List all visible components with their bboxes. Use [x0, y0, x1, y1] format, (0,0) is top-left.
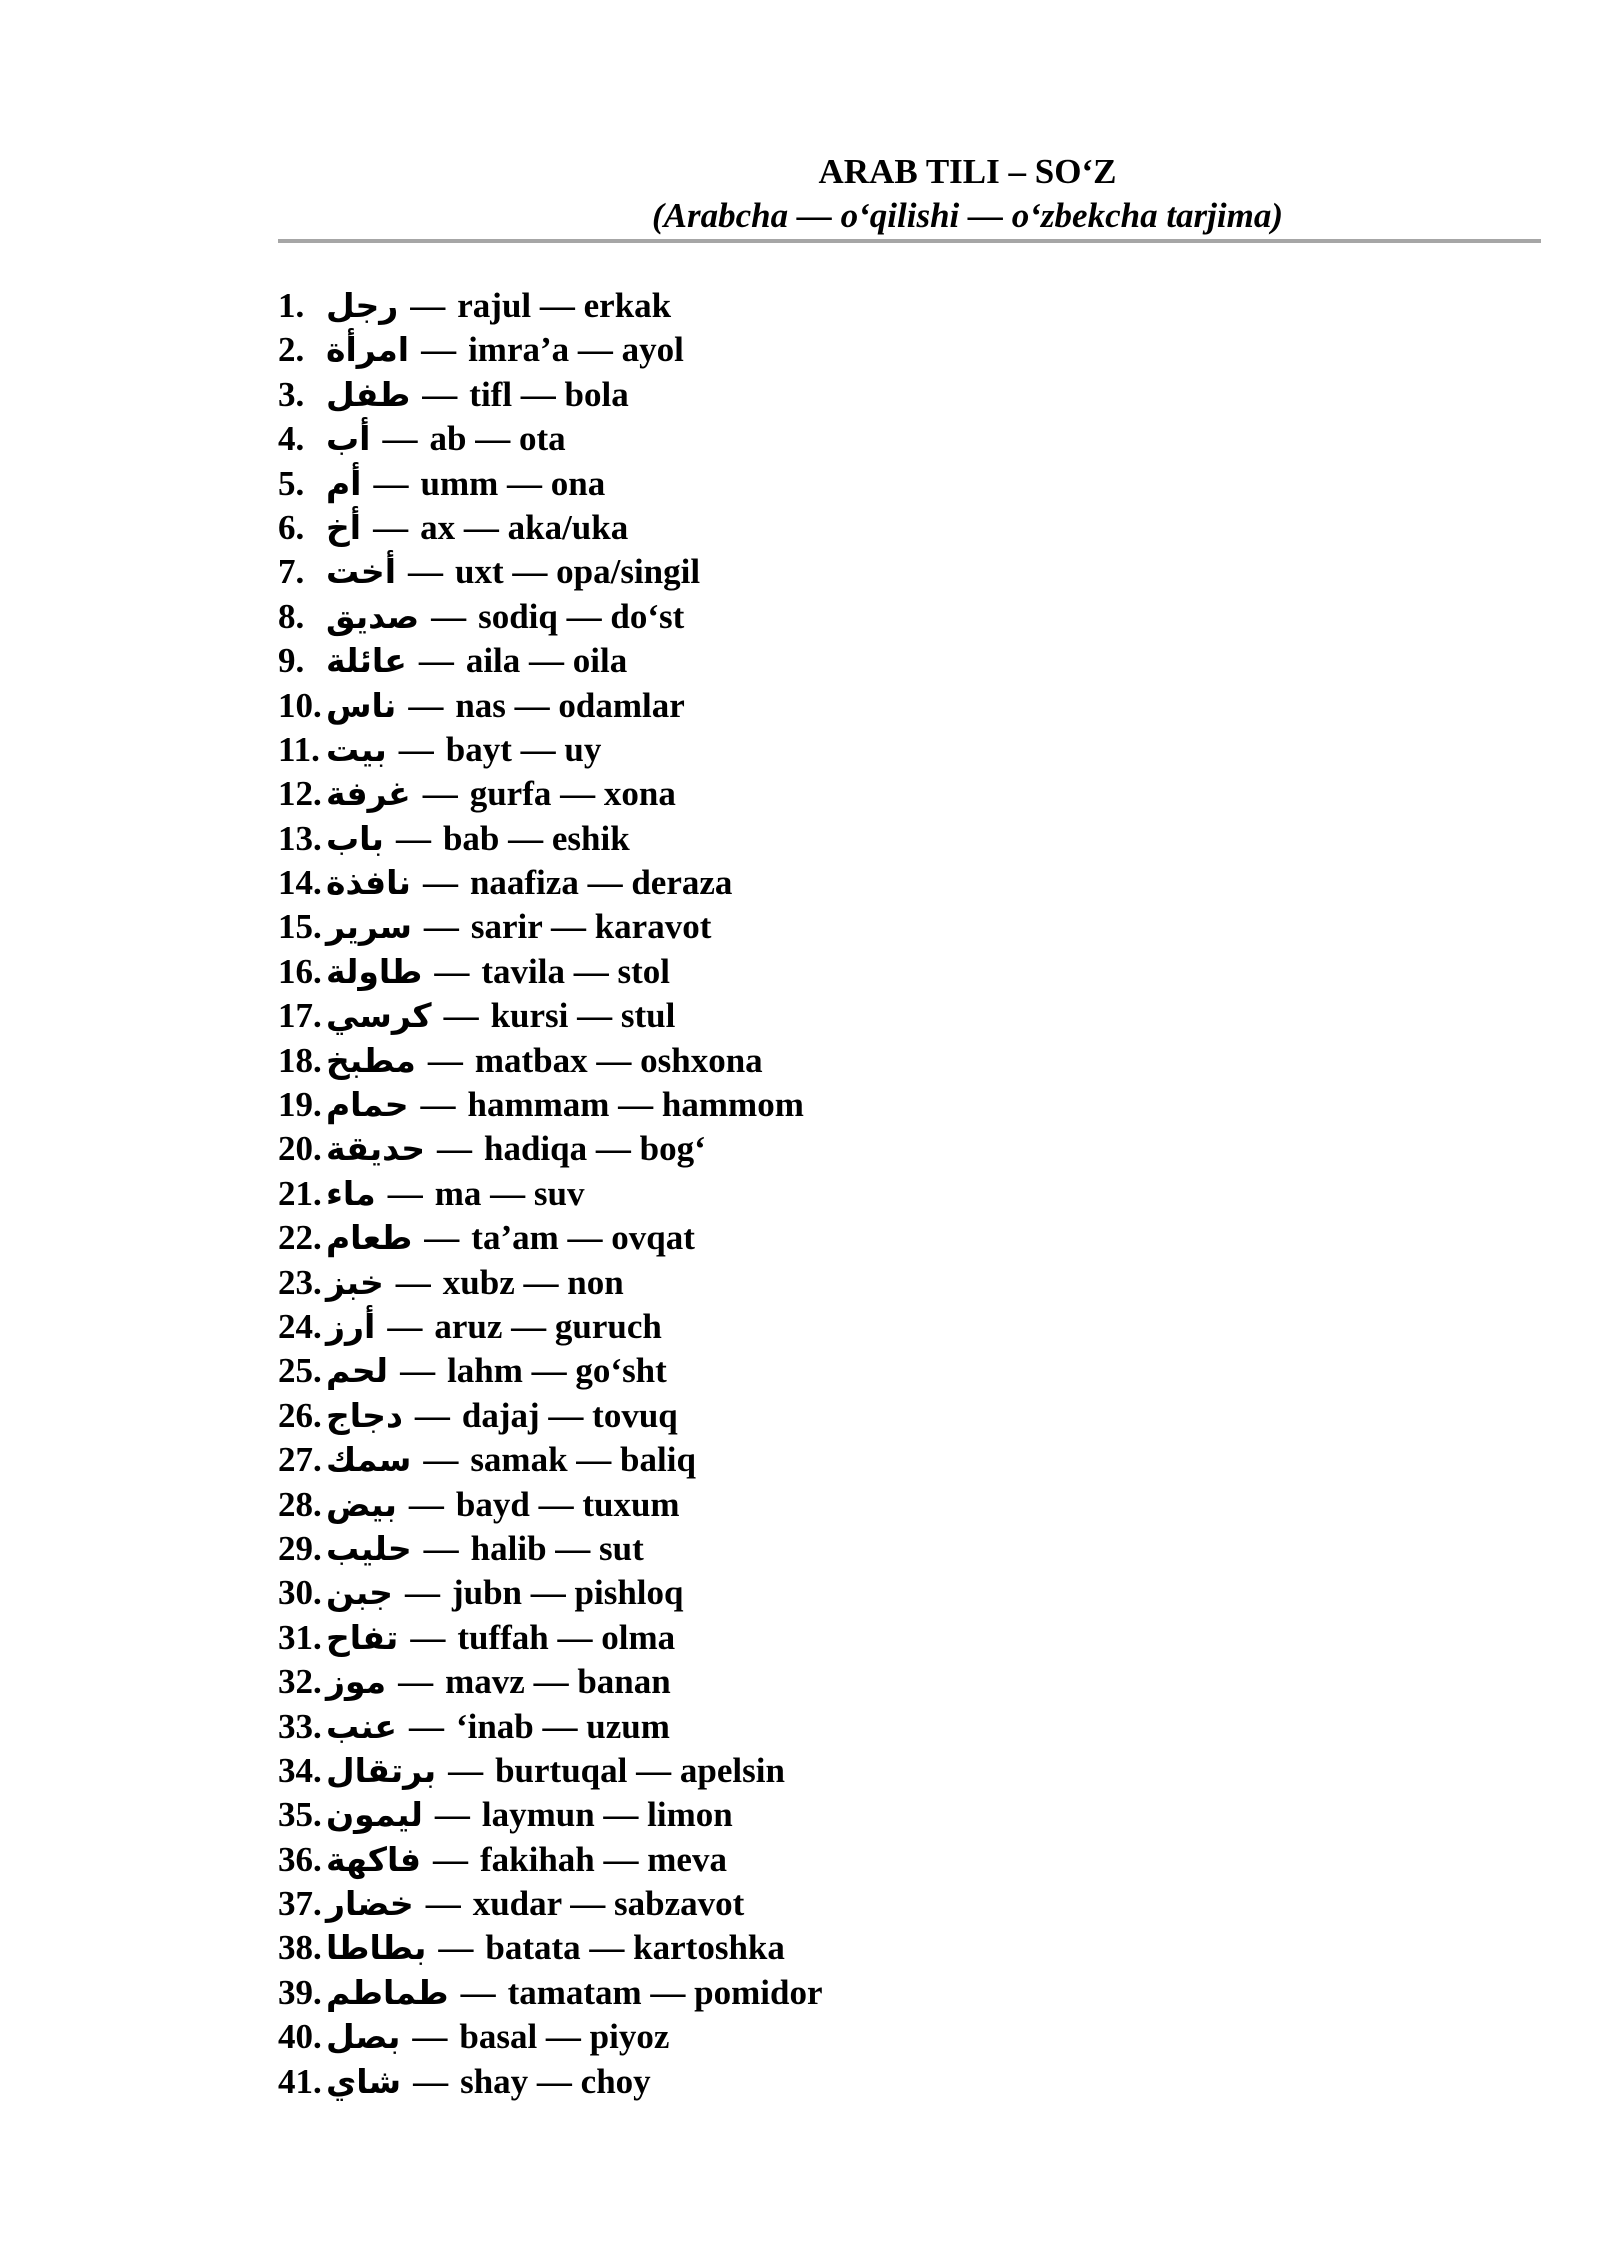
transliteration-and-translation: samak — baliq: [470, 1440, 696, 1480]
vocab-entry: [278, 817, 823, 861]
transliteration-and-translation: aila — oila: [465, 641, 628, 681]
arabic-word: برتقال: [326, 1750, 437, 1790]
arabic-word: ماء: [326, 1173, 376, 1213]
entry-number: 6.: [278, 507, 305, 547]
vocab-entry: [278, 684, 823, 728]
transliteration-and-translation: dajaj — tovuq: [461, 1395, 678, 1435]
separator-dash: —: [433, 1839, 468, 1879]
entry-number: 7.: [278, 552, 305, 592]
arabic-word: شاي: [326, 2061, 402, 2101]
transliteration-and-translation: tamatam — pomidor: [507, 1972, 823, 2012]
arabic-word: طفل: [326, 374, 411, 414]
entry-number: 3.: [278, 374, 305, 414]
entry-number: 38.: [278, 1928, 322, 1968]
transliteration-and-translation: xudar — sabzavot: [472, 1884, 745, 1924]
entry-number: 21.: [278, 1173, 322, 1213]
arabic-word: أم: [326, 463, 362, 503]
separator-dash: —: [395, 1262, 431, 1302]
entry-number: 12.: [278, 774, 322, 814]
transliteration-and-translation: bab — eshik: [442, 818, 630, 858]
arabic-word: بيت: [326, 729, 387, 769]
arabic-word: خضار: [326, 1884, 414, 1924]
entry-number: 20.: [278, 1129, 322, 1169]
entry-number: 34.: [278, 1750, 322, 1790]
transliteration-and-translation: tuffah — olma: [457, 1617, 676, 1657]
arabic-word: غرفة: [326, 774, 411, 814]
entry-number: 4.: [278, 419, 305, 459]
vocab-entry: [278, 1039, 823, 1083]
vocab-entry: [278, 1394, 823, 1438]
arabic-word: عنب: [326, 1706, 397, 1746]
entry-number: 32.: [278, 1662, 322, 1702]
entry-number: 10.: [278, 685, 322, 725]
entry-number: 29.: [278, 1528, 322, 1568]
arabic-word: مطبخ: [326, 1040, 416, 1080]
vocab-entry: [278, 550, 823, 594]
entry-number: 9.: [278, 641, 305, 681]
transliteration-and-translation: shay — choy: [460, 2061, 651, 2101]
separator-dash: —: [423, 1440, 459, 1480]
entry-number: 39.: [278, 1972, 322, 2012]
separator-dash: —: [408, 552, 444, 592]
transliteration-and-translation: gurfa — xona: [469, 774, 676, 814]
entry-number: 5.: [278, 463, 305, 503]
arabic-word: حليب: [326, 1528, 412, 1568]
vocab-entry: [278, 1705, 823, 1749]
transliteration-and-translation: aruz — guruch: [434, 1306, 662, 1346]
arabic-word: دجاج: [326, 1395, 403, 1435]
arabic-word: نافذة: [326, 863, 411, 903]
arabic-word: بصل: [326, 2017, 401, 2057]
separator-dash: —: [373, 507, 409, 547]
transliteration-and-translation: ab — ota: [429, 419, 566, 459]
arabic-word: رجل: [326, 286, 399, 325]
vocab-entry: [278, 1793, 823, 1837]
separator-dash: —: [395, 818, 431, 858]
transliteration-and-translation: kursi — stul: [490, 996, 676, 1036]
separator-dash: —: [412, 2017, 448, 2057]
separator-dash: —: [422, 863, 458, 903]
arabic-word: أخ: [326, 507, 362, 547]
arabic-word: طعام: [326, 1218, 413, 1258]
vocab-entry: [278, 728, 823, 772]
arabic-word: سمك: [326, 1440, 412, 1480]
separator-dash: —: [437, 1129, 472, 1169]
separator-dash: —: [373, 463, 409, 503]
arabic-word: طماطم: [326, 1972, 449, 2012]
separator-dash: —: [404, 1573, 440, 1613]
arabic-word: سرير: [326, 907, 412, 947]
entry-number: 36.: [278, 1839, 322, 1879]
arabic-word: ليمون: [326, 1795, 423, 1835]
entry-number: 27.: [278, 1440, 322, 1480]
entry-number: 8.: [278, 596, 305, 636]
entry-number: 14.: [278, 863, 322, 903]
transliteration-and-translation: tifl — bola: [469, 374, 629, 414]
entry-number: 23.: [278, 1262, 322, 1302]
separator-dash: —: [431, 596, 467, 636]
separator-dash: —: [400, 1351, 436, 1391]
document-subtitle: (Arabcha — o‘qilishi — o‘zbekcha tarjima): [652, 196, 1283, 235]
entry-number: 17.: [278, 996, 322, 1036]
vocab-entry: [278, 1349, 823, 1393]
vocab-entry: [278, 1172, 823, 1216]
arabic-word: امرأة: [326, 330, 410, 370]
separator-dash: —: [434, 1795, 470, 1835]
vocab-entry: [278, 1127, 823, 1171]
vocab-entry: [278, 1083, 823, 1127]
transliteration-and-translation: halib — sut: [470, 1528, 644, 1568]
separator-dash: —: [418, 641, 454, 681]
entry-number: 1.: [278, 286, 305, 325]
transliteration-and-translation: bayd — tuxum: [455, 1484, 680, 1524]
separator-dash: —: [460, 1972, 496, 2012]
arabic-word: عائلة: [326, 641, 407, 681]
separator-dash: —: [382, 419, 418, 459]
vocab-entry: [278, 1305, 823, 1349]
arabic-word: موز: [326, 1662, 387, 1702]
vocab-entry: [278, 861, 823, 905]
separator-dash: —: [423, 1528, 459, 1568]
arabic-word: فاكهة: [326, 1839, 421, 1879]
entry-number: 22.: [278, 1218, 322, 1258]
transliteration-and-translation: fakihah — meva: [480, 1839, 727, 1879]
separator-dash: —: [408, 685, 444, 725]
vocab-entry: [278, 1926, 823, 1970]
entry-number: 24.: [278, 1306, 322, 1346]
entry-number: 37.: [278, 1884, 322, 1924]
transliteration-and-translation: ta’am — ovqat: [471, 1218, 695, 1258]
transliteration-and-translation: xubz — non: [442, 1262, 624, 1302]
arabic-word: ناس: [326, 685, 397, 725]
transliteration-and-translation: ‘inab — uzum: [455, 1706, 670, 1746]
entry-number: 13.: [278, 818, 322, 858]
arabic-word: جبن: [326, 1573, 393, 1613]
vocab-entry: [278, 373, 823, 417]
separator-dash: —: [427, 1040, 463, 1080]
entry-number: 28.: [278, 1484, 322, 1524]
entry-number: 35.: [278, 1795, 322, 1835]
separator-dash: —: [438, 1928, 474, 1968]
vocab-entry: [278, 506, 823, 550]
transliteration-and-translation: burtuqal — apelsin: [495, 1750, 785, 1790]
entry-number: 18.: [278, 1040, 322, 1080]
separator-dash: —: [448, 1750, 484, 1790]
vocab-entry: [278, 328, 823, 372]
vocab-entry: [278, 639, 823, 683]
vocab-entry: [278, 905, 823, 949]
transliteration-and-translation: hammam — hammom: [467, 1085, 804, 1125]
separator-dash: —: [434, 951, 470, 991]
vocab-entry: [278, 1749, 823, 1793]
separator-dash: —: [414, 1395, 450, 1435]
arabic-word: خبز: [326, 1262, 384, 1302]
entry-number: 41.: [278, 2061, 322, 2101]
arabic-word: تفاح: [326, 1617, 399, 1657]
separator-dash: —: [387, 1173, 423, 1213]
transliteration-and-translation: matbax — oshxona: [474, 1040, 763, 1080]
transliteration-and-translation: sarir — karavot: [470, 907, 712, 947]
separator-dash: —: [423, 907, 459, 947]
transliteration-and-translation: ma — suv: [434, 1173, 585, 1213]
vocab-entry: [278, 1216, 823, 1260]
transliteration-and-translation: sodiq — do‘st: [478, 596, 685, 636]
vocab-entry: [278, 1616, 823, 1660]
separator-dash: —: [398, 1662, 434, 1702]
arabic-word: صديق: [326, 596, 420, 636]
arabic-word: أرز: [326, 1306, 376, 1346]
arabic-word: حديقة: [326, 1129, 425, 1169]
entry-number: 15.: [278, 907, 322, 947]
entry-number: 40.: [278, 2017, 322, 2057]
transliteration-and-translation: batata — kartoshka: [485, 1928, 785, 1968]
arabic-word: طاولة: [326, 951, 423, 991]
entry-number: 11.: [278, 729, 320, 769]
vocab-entry: [278, 462, 823, 506]
separator-dash: —: [443, 996, 479, 1036]
separator-dash: —: [387, 1306, 423, 1346]
transliteration-and-translation: umm — ona: [420, 463, 606, 503]
transliteration-and-translation: imra’a — ayol: [468, 330, 684, 370]
transliteration-and-translation: lahm — go‘sht: [447, 1351, 667, 1391]
separator-dash: —: [398, 729, 434, 769]
vocab-entry: [278, 417, 823, 461]
arabic-word: باب: [326, 818, 384, 858]
arabic-word: حمام: [326, 1085, 409, 1125]
vocab-entry: [278, 1971, 823, 2015]
entry-number: 16.: [278, 951, 322, 991]
transliteration-and-translation: tavila — stol: [481, 951, 670, 991]
transliteration-and-translation: laymun — limon: [481, 1795, 733, 1835]
vocab-entry: [278, 1660, 823, 1704]
arabic-word: أب: [326, 419, 371, 459]
arabic-word: بيض: [326, 1484, 397, 1524]
transliteration-and-translation: bayt — uy: [445, 729, 602, 769]
arabic-word: أخت: [326, 552, 397, 592]
vocab-entry: [278, 950, 823, 994]
vocab-entry: [278, 1483, 823, 1527]
transliteration-and-translation: mavz — banan: [445, 1662, 671, 1702]
vocabulary-list: [278, 284, 823, 2104]
entry-number: 25.: [278, 1351, 322, 1391]
separator-dash: —: [408, 1706, 444, 1746]
vocab-entry: [278, 2060, 823, 2104]
transliteration-and-translation: jubn — pishloq: [451, 1573, 684, 1613]
entry-number: 31.: [278, 1617, 322, 1657]
header-divider: [278, 239, 1541, 243]
document-title: ARAB TILI – SO‘Z: [818, 152, 1117, 191]
vocab-entry: [278, 1838, 823, 1882]
transliteration-and-translation: naafiza — deraza: [469, 863, 733, 903]
vocab-entry: [278, 1261, 823, 1305]
transliteration-and-translation: rajul — erkak: [457, 286, 672, 325]
entry-number: 30.: [278, 1573, 322, 1613]
document-header: [278, 150, 1541, 238]
separator-dash: —: [421, 330, 457, 370]
separator-dash: —: [420, 1085, 456, 1125]
separator-dash: —: [410, 286, 446, 325]
vocab-entry: [278, 2015, 823, 2059]
separator-dash: —: [422, 774, 458, 814]
separator-dash: —: [410, 1617, 446, 1657]
separator-dash: —: [422, 374, 458, 414]
transliteration-and-translation: ax — aka/uka: [420, 507, 629, 547]
transliteration-and-translation: basal — piyoz: [459, 2017, 670, 2057]
arabic-word: لحم: [326, 1351, 389, 1391]
separator-dash: —: [424, 1218, 460, 1258]
vocab-entry: [278, 1882, 823, 1926]
entry-number: 33.: [278, 1706, 322, 1746]
separator-dash: —: [413, 2061, 449, 2101]
separator-dash: —: [425, 1884, 461, 1924]
separator-dash: —: [408, 1484, 444, 1524]
vocab-entry: [278, 595, 823, 639]
vocab-entry: [278, 1438, 823, 1482]
entry-number: 26.: [278, 1395, 322, 1435]
entry-number: 19.: [278, 1085, 322, 1125]
vocab-entry: [278, 994, 823, 1038]
transliteration-and-translation: hadiqa — bog‘: [484, 1129, 706, 1169]
vocab-entry: [278, 1527, 823, 1571]
arabic-word: كرسي: [326, 996, 432, 1036]
vocab-entry: [278, 772, 823, 816]
vocab-entry: [278, 284, 823, 328]
transliteration-and-translation: nas — odamlar: [455, 685, 685, 725]
arabic-word: بطاطا: [326, 1928, 427, 1968]
entry-number: 2.: [278, 330, 305, 370]
vocab-entry: [278, 1571, 823, 1615]
transliteration-and-translation: uxt — opa/singil: [455, 552, 701, 592]
